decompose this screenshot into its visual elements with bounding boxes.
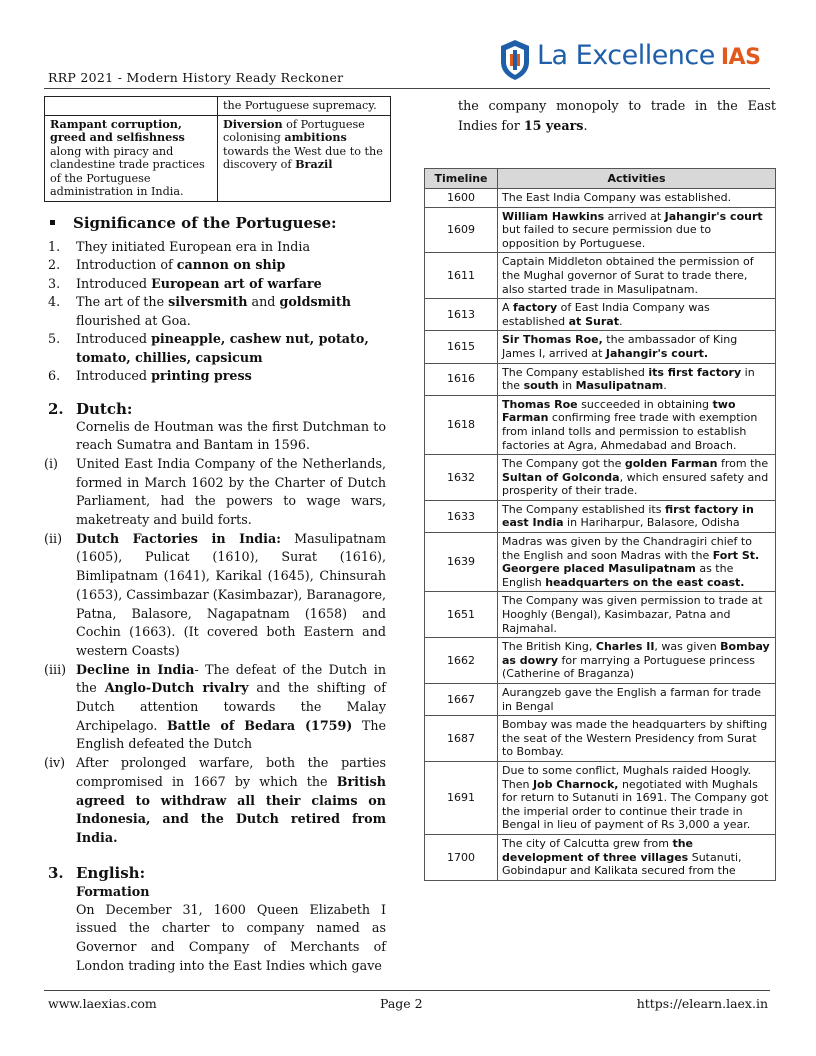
timeline-year: 1618	[425, 395, 498, 454]
table-row	[45, 115, 391, 201]
timeline-activity: The Company established its first factory in the south in Masulipatnam.	[498, 363, 776, 395]
section-heading-english	[44, 864, 386, 882]
item-text: United East India Company of the Netherlands, formed in March 1602 by the Charter of Dutch Parliament, had the powers to wage wars, maketreaty and build forts.	[76, 455, 386, 528]
item-number: 2.	[48, 257, 61, 272]
logo-name: La Excellence	[537, 40, 715, 71]
timeline-activity: Madras was given by the Chandragiri chief to the English and soon Madras with the Fort St. Georgere placed Masulipatnam as the English headquarters on the east coast.	[498, 533, 776, 592]
logo-suffix: IAS	[720, 45, 761, 70]
item-number: 5.	[48, 331, 61, 346]
section-heading-significance	[44, 214, 386, 232]
table-row	[425, 684, 776, 716]
timeline-table	[424, 168, 776, 881]
item-marker: (iv)	[44, 755, 66, 771]
item-number: 6.	[48, 368, 61, 383]
timeline-year: 1600	[425, 189, 498, 208]
list-item	[44, 238, 386, 257]
timeline-year: 1609	[425, 207, 498, 253]
item-marker: (iii)	[44, 661, 67, 677]
item-marker: (ii)	[44, 530, 63, 546]
timeline-year: 1667	[425, 684, 498, 716]
table-row	[425, 253, 776, 299]
item-number: 4.	[48, 294, 61, 309]
item-text: Dutch Factories in India: Masulipatnam (1605), Pulicat (1610), Surat (1616), Bimlipatnam (1641), Karikal (1645), Chinsurah (1653), Cassimbazar (Kasimbazar), Baranagore, Patna, Balasore, Nagapatnam (1658) and Cochin (1663). (It covered both Eastern and western Coasts)	[76, 530, 387, 658]
left-column	[44, 96, 386, 975]
list-item	[44, 754, 386, 848]
item-text: After prolonged warfare, both the parties compromised in 1667 by which the British agreed to withdraw all their claims on Indonesia, and the Dutch retired from India.	[76, 755, 386, 845]
column-header-timeline: Timeline	[425, 169, 498, 189]
dutch-intro: Cornelis de Houtman was the first Dutchman to reach Sumatra and Bantam in 1596.	[76, 418, 386, 453]
timeline-activity: The city of Calcutta grew from the development of three villages Sutanuti, Gobindapur and Kalikata secured from the	[498, 834, 776, 880]
heading-text: Significance of the Portuguese:	[73, 213, 337, 232]
item-text: They initiated European era in India	[76, 238, 311, 254]
item-text: The art of the silversmith and goldsmith flourished at Goa.	[76, 294, 351, 328]
square-bullet-icon	[50, 220, 55, 225]
timeline-year: 1700	[425, 834, 498, 880]
timeline-year: 1613	[425, 299, 498, 331]
section-number: 2.	[48, 399, 64, 418]
timeline-year: 1639	[425, 533, 498, 592]
timeline-activity: Bombay was made the headquarters by shifting the seat of the Western Presidency from Surat to Bombay.	[498, 716, 776, 762]
significance-list	[44, 238, 386, 386]
table-row	[425, 363, 776, 395]
section-number: 3.	[48, 863, 64, 882]
timeline-year: 1616	[425, 363, 498, 395]
brand-logo	[497, 38, 772, 82]
subheading-formation: Formation	[76, 883, 150, 899]
timeline-year: 1632	[425, 455, 498, 501]
timeline-year: 1691	[425, 761, 498, 834]
timeline-year: 1611	[425, 253, 498, 299]
item-number: 1.	[48, 238, 61, 254]
item-text: Introduction of cannon on ship	[76, 257, 286, 272]
table-row	[425, 331, 776, 363]
timeline-year: 1633	[425, 500, 498, 532]
table-row	[425, 500, 776, 532]
table-cell: the Portuguese supremacy.	[218, 97, 391, 116]
table-row	[425, 533, 776, 592]
shield-logo-icon	[497, 38, 533, 82]
list-item	[44, 293, 386, 330]
table-cell: Diversion of Portuguese colonising ambitions towards the West due to the discovery of Brazil	[218, 115, 391, 201]
timeline-year: 1615	[425, 331, 498, 363]
list-item	[44, 256, 386, 275]
item-number: 3.	[48, 275, 61, 291]
list-item	[44, 455, 386, 530]
timeline-activity: The East India Company was established.	[498, 189, 776, 208]
logo-wordmark	[537, 40, 760, 71]
column-header-activities: Activities	[498, 169, 776, 189]
table-row	[425, 189, 776, 208]
table-row	[425, 716, 776, 762]
table-row	[425, 592, 776, 638]
comparison-table	[44, 96, 391, 202]
table-row	[425, 638, 776, 684]
timeline-activity: The British King, Charles II, was given Bombay as dowry for marrying a Portuguese princess (Catherine of Braganza)	[498, 638, 776, 684]
timeline-activity: A factory of East India Company was established at Surat.	[498, 299, 776, 331]
list-item	[44, 367, 386, 386]
list-item	[44, 661, 386, 755]
right-column	[424, 96, 776, 878]
item-text: Decline in India- The defeat of the Dutch in the Anglo-Dutch rivalry and the shifting of Dutch attention towards the Malay Archipelago. Battle of Bedara (1759) The English defeated the Dutch	[76, 661, 386, 752]
document-header-title: RRP 2021 - Modern History Ready Reckoner	[48, 70, 344, 85]
timeline-year: 1651	[425, 592, 498, 638]
list-item	[44, 330, 386, 367]
table-row	[45, 97, 391, 116]
timeline-activity: Due to some conflict, Mughals raided Hoogly. Then Job Charnock, negotiated with Mughals for return to Sutanuti in 1691. The Company got the imperial order to continue their trade in Bengal in lieu of payment of Rs 3,000 a year.	[498, 761, 776, 834]
table-cell: Rampant corruption, greed and selfishness along with piracy and clandestine trade practices of the Portuguese administration in India.	[45, 115, 218, 201]
table-row	[425, 761, 776, 834]
timeline-activity: Aurangzeb gave the English a farman for trade in Bengal	[498, 684, 776, 716]
table-row	[425, 207, 776, 253]
timeline-activity: Captain Middleton obtained the permission of the Mughal governor of Surat to trade there, also started trade in Masulipatnam.	[498, 253, 776, 299]
table-row	[425, 395, 776, 454]
item-text: Introduced European art of warfare	[76, 275, 322, 291]
table-row	[425, 299, 776, 331]
table-cell	[45, 97, 218, 116]
continued-paragraph: the company monopoly to trade in the East Indies for 15 years.	[458, 98, 776, 133]
table-row	[425, 455, 776, 501]
timeline-activity: William Hawkins arrived at Jahangir's court but failed to secure permission due to opposition by Portuguese.	[498, 207, 776, 253]
page-number: Page 2	[380, 996, 423, 1011]
footer-elearn-link[interactable]: https://elearn.laex.in	[636, 996, 768, 1011]
timeline-activity: Sir Thomas Roe, the ambassador of King James I, arrived at Jahangir's court.	[498, 331, 776, 363]
timeline-year: 1687	[425, 716, 498, 762]
list-item	[44, 530, 386, 661]
table-row	[425, 834, 776, 880]
table-header-row	[425, 169, 776, 189]
footer-website-link[interactable]: www.laexias.com	[48, 996, 157, 1011]
header-divider	[44, 88, 770, 89]
item-marker: (i)	[44, 455, 58, 471]
timeline-activity: The Company established its first factory in east India in Hariharpur, Balasore, Odisha	[498, 500, 776, 532]
timeline-activity: The Company was given permission to trade at Hooghly (Bengal), Kasimbazar, Patna and Rajmahal.	[498, 592, 776, 638]
item-text: Introduced printing press	[76, 368, 252, 383]
item-text: Introduced pineapple, cashew nut, potato, tomato, chillies, capsicum	[76, 331, 369, 365]
timeline-year: 1662	[425, 638, 498, 684]
timeline-activity: Thomas Roe succeeded in obtaining two Farman confirming free trade with exemption from inland tolls and permission to establish factories at Agra, Ahmedabad and Broach.	[498, 395, 776, 454]
heading-text: Dutch:	[76, 399, 133, 418]
dutch-list	[44, 455, 386, 848]
footer-divider	[44, 990, 770, 991]
section-heading-dutch	[44, 400, 386, 418]
english-formation-para: On December 31, 1600 Queen Elizabeth I issued the charter to company named as Governor and Company of Merchants of London trading into the East Indies which gave	[76, 901, 386, 973]
timeline-activity: The Company got the golden Farman from the Sultan of Golconda, which ensured safety and prosperity of their trade.	[498, 455, 776, 501]
list-item	[44, 275, 386, 294]
heading-text: English:	[76, 863, 146, 882]
